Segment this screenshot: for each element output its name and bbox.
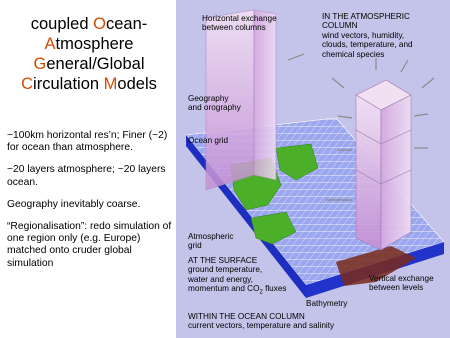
- title-initial: O: [93, 15, 106, 33]
- label-surface: AT THE SURFACE ground temperature, water and energy, momentum and $CO_2$ fluxes: [188, 256, 287, 296]
- label-atmospheric-grid: Atmospheric grid: [188, 232, 234, 251]
- gcm-diagram: [176, 0, 450, 338]
- text-column: [0, 0, 176, 338]
- label-vertical-exchange: Vertical exchange between levels: [369, 274, 434, 293]
- label-ocean-grid: Ocean grid: [188, 136, 229, 145]
- label-bathymetry: Bathymetry: [306, 299, 348, 308]
- note-geography: Geography inevitably coarse.: [7, 198, 141, 210]
- note-regionalisation: “Regionalisation”: redo simulation of one region only (e.g. Europe) matched onto cruder global simulation: [7, 221, 172, 269]
- label-ocean-column: WITHIN THE OCEAN COLUMN current vectors, temperature and salinity: [188, 312, 335, 331]
- label-horizontal-exchange: Horizontal exchange between columns: [202, 14, 277, 33]
- title-text: coupled: [30, 15, 94, 33]
- column-block: [356, 95, 381, 250]
- title-initial: C: [21, 75, 34, 93]
- title-initial: M: [103, 75, 118, 93]
- label-geography: Geography and orography: [188, 94, 241, 113]
- title-text: odels: [117, 75, 157, 93]
- slide-title: [4, 14, 174, 94]
- title-text: irculation: [33, 75, 104, 93]
- title-text: eneral/Global: [46, 55, 145, 73]
- title-text: tmosphere: [55, 35, 134, 53]
- title-initial: A: [44, 35, 56, 53]
- note-layers: ~20 layers atmosphere; ~20 layers ocean.: [7, 164, 166, 188]
- notes-list: [7, 130, 175, 280]
- title-text: cean-: [105, 15, 148, 33]
- atmospheric-column-side: [254, 10, 276, 180]
- label-atmospheric-column: IN THE ATMOSPHERIC COLUMN wind vectors, humidity, clouds, temperature, and chemical species: [322, 12, 413, 59]
- note-resolution: ~100km horizontal res’n; Finer (~2) for ocean than atmosphere.: [7, 130, 168, 154]
- column-block: [381, 95, 411, 250]
- title-initial: G: [33, 55, 47, 73]
